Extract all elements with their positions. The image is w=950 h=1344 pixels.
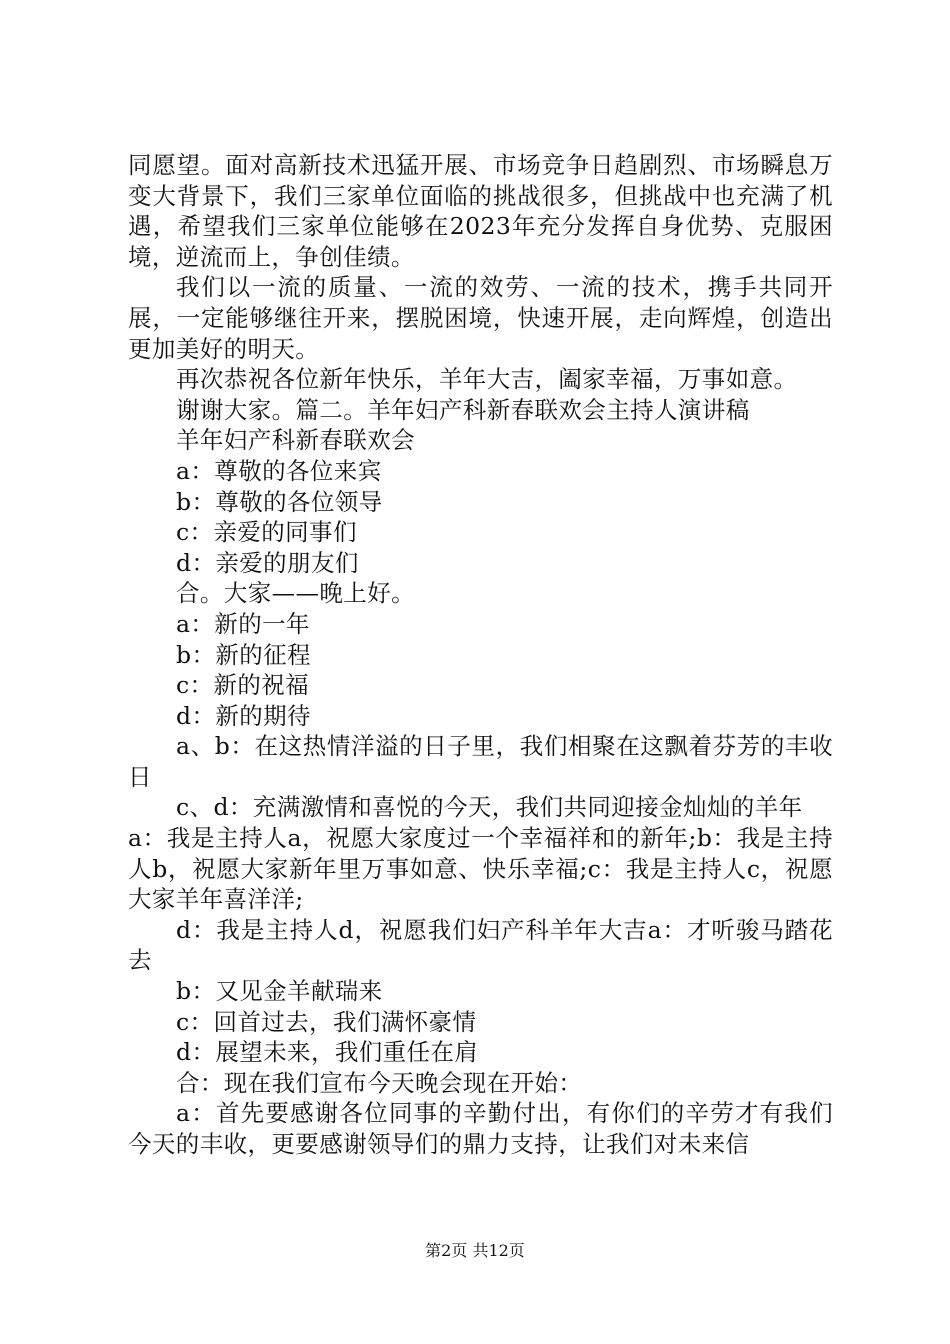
paragraph-7: b：尊敬的各位领导 (176, 487, 383, 516)
paragraph-6: a：尊敬的各位来宾 (176, 456, 382, 485)
paragraph-21: d：展望未来，我们重任在肩 (176, 1038, 479, 1067)
paragraph-10: 合。大家——晚上好。 (176, 579, 415, 608)
paragraph-20: c：回首过去，我们满怀豪情 (176, 1007, 477, 1036)
paragraph-11: a：新的一年 (176, 609, 310, 638)
paragraph-5: 羊年妇产科新春联欢会 (176, 426, 415, 455)
paragraph-1: 同愿望。面对高新技术迅猛开展、市场竞争日趋剧烈、市场瞬息万变大背景下，我们三家单位面临的挑战很多，但挑战中也充满了机遇，希望我们三家单位能够在2023年充分发挥自身优势、克服困境，逆流而上，争创佳绩。 (128, 151, 833, 271)
paragraph-13: c：新的祝福 (176, 671, 310, 700)
document-body (128, 150, 833, 1160)
paragraph-9: d：亲爱的朋友们 (176, 548, 359, 577)
paragraph-2: 我们以一流的质量、一流的效劳、一流的技术，携手共同开展，一定能够继往开来，摆脱困境，快速开展，走向辉煌，创造出更加美好的明天。 (128, 273, 833, 363)
paragraph-17: a：我是主持人a，祝愿大家度过一个幸福祥和的新年;b：我是主持人b，祝愿大家新年里万事如意、快乐幸福;c：我是主持人c，祝愿大家羊年喜洋洋; (128, 824, 833, 914)
paragraph-22: 合：现在我们宣布今天晚会现在开始： (176, 1068, 583, 1097)
paragraph-14: d：新的期待 (176, 701, 311, 730)
paragraph-4: 谢谢大家。篇二。羊年妇产科新春联欢会主持人演讲稿 (176, 395, 750, 424)
paragraph-15: a、b：在这热情洋溢的日子里，我们相聚在这飘着芬芳的丰收日 (128, 732, 833, 791)
paragraph-8: c：亲爱的同事们 (176, 518, 357, 547)
paragraph-18: d：我是主持人d，祝愿我们妇产科羊年大吉a：才听骏马踏花去 (128, 915, 833, 975)
page-number-footer: 第2页 共12页 (425, 1241, 525, 1260)
paragraph-3: 再次恭祝各位新年快乐，羊年大吉，阖家幸福，万事如意。 (176, 365, 798, 394)
paragraph-19: b：又见金羊献瑞来 (176, 977, 383, 1006)
paragraph-23: a：首先要感谢各位同事的辛勤付出，有你们的辛劳才有我们今天的丰收，更要感谢领导们的鼎力支持，让我们对未来信 (128, 1099, 833, 1158)
paragraph-12: b：新的征程 (176, 640, 311, 669)
paragraph-16: c、d：充满激情和喜悦的今天，我们共同迎接金灿灿的羊年 (176, 793, 803, 822)
